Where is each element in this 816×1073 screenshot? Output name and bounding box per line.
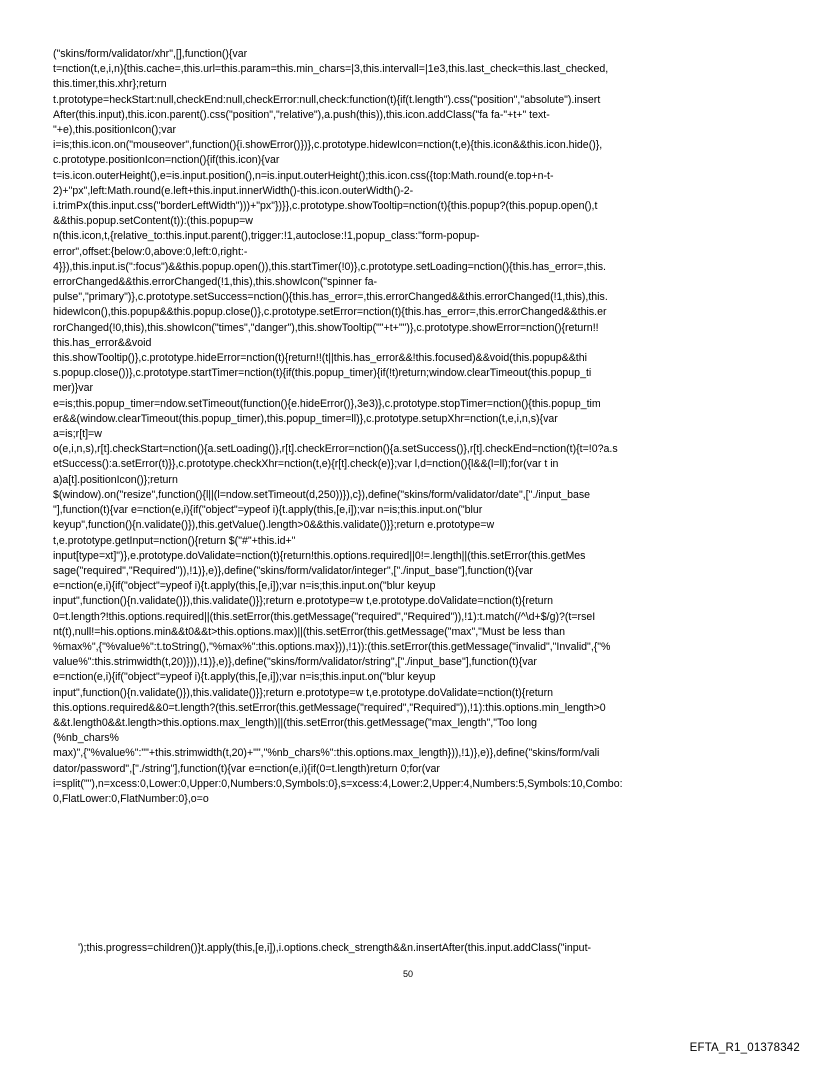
code-line: 0=t.length?!this.options.required||(this.setError(this.getMessage("required","Required")),!1):t.match(/^\d+$/g)?(t=rseI	[53, 610, 596, 623]
code-line: input[type=xt]")},e.prototype.doValidate=nction(t){return!this.options.required||0!=.length||(this.setError(this.getMes	[53, 549, 586, 562]
code-line: er&&(window.clearTimeout(this.popup_timer),this.popup_timer=ll)},c.prototype.setupXhr=nction(t,e,i,n,s){var	[53, 412, 558, 425]
code-line: s.popup.close())},c.prototype.startTimer=nction(t){if(this.popup_timer){if(!t)return;window.clearTimeout(this.popup_ti	[53, 367, 592, 380]
code-line: pulse","primary")},c.prototype.setSuccess=nction(){this.has_error=,this.errorChanged&&this.errorChanged(!1,this),this.	[53, 291, 608, 304]
code-line: mer)}var	[53, 382, 94, 395]
code-line: t,e.prototype.getInput=nction(){return $("#"+this.id+"	[53, 534, 296, 547]
code-line: e=nction(e,i){if("object"=ypeof i){t.apply(this,[e,i]);var n=is;this.input.on("blur keyup	[53, 671, 436, 684]
code-line: input",function(){n.validate()}),this.validate()}};return e.prototype=w t,e.prototype.doValidate=nction(t){return	[53, 595, 553, 608]
code-line: &&this.popup.setContent(t)):(this.popup=w	[53, 215, 253, 228]
code-line: o(e,i,n,s),r[t].checkStart=nction(){a.setLoading()},r[t].checkError=nction(){a.setSuccess()},r[t].checkEnd=nction(t){t=!0?a.s	[53, 443, 618, 456]
page-number: 50	[402, 969, 413, 979]
code-line: rorChanged(!0,this),this.showIcon("times","danger"),this.showTooltip(""+t+"")},c.prototype.showError=nction(){return!!	[53, 321, 599, 334]
code-line: "],function(t){var e=nction(e,i){if("object"=ypeof i){t.apply(this,[e,i]);var n=is;this.input.on("blur	[53, 504, 483, 517]
code-line: n(this.icon,t,{relative_to:this.input.parent(),trigger:!1,autoclose:!1,popup_class:"form-popup-	[53, 230, 480, 243]
code-line: 0,FlatLower:0,FlatNumber:0},o=o	[53, 792, 209, 805]
code-line: a)a[t].positionIcon()};return	[53, 473, 178, 486]
code-line: i.trimPx(this.input.css("borderLeftWidth")))+"px"})}},c.prototype.showTooltip=nction(t){this.popup?(this.popup.open(),t	[53, 200, 598, 213]
code-line: (%nb_chars%	[53, 732, 119, 745]
code-line: e=nction(e,i){if("object"=ypeof i){t.apply(this,[e,i]);var n=is;this.input.on("blur keyup	[53, 580, 436, 593]
code-line: t.prototype=heckStart:null,checkEnd:null,checkError:null,check:function(t){if(t.length").css("position","absolute").insert	[53, 93, 601, 106]
code-line: e=is;this.popup_timer=ndow.setTimeout(function(){e.hideError()},3e3)},c.prototype.stopTimer=nction(){this.popup_tim	[53, 397, 601, 410]
code-line: error",offset:{below:0,above:0,left:0,right:-	[53, 245, 248, 258]
code-line: dator/password",["./string"],function(t){var e=nction(e,i){if(0=t.length)return 0;for(var	[53, 762, 440, 775]
code-line: nt(t),null!=his.options.min&&t0&&t>this.options.max)||(this.setError(this.getMessage("max","Must be less than	[53, 625, 565, 638]
code-line: 4}}),this.input.is(":focus")&&this.popup.open()),this.startTimer(!0)},c.prototype.setLoading=nction(){this.has_error=,this.	[53, 260, 606, 273]
code-line: value%":this.strimwidth(t,20)})),!1)},e)},define("skins/form/validator/string",["./input_base"],function(t){var	[53, 656, 537, 669]
code-line: sage("required","Required")),!1)},e)},define("skins/form/validator/integer",["./input_base"],function(t){var	[53, 564, 533, 577]
code-line: max)",{"%value%":""+this.strimwidth(t,20)+"","%nb_chars%":this.options.max_length})),!1)},e)},define("skins/form/vali	[53, 747, 600, 760]
code-line: $(window).on("resize",function(){l||(l=ndow.setTimeout(d,250))}),c}),define("skins/form/validator/date",["./input_base	[53, 488, 591, 501]
code-line: t=is.icon.outerHeight(),e=is.input.position(),n=is.input.outerHeight();this.icon.css({top:Math.round(e.top+n-t-	[53, 169, 554, 182]
code-line: errorChanged&&this.errorChanged(!1,this),this.showIcon("spinner fa-	[53, 276, 378, 289]
code-line: ("skins/form/validator/xhr",[],function(){var	[53, 48, 248, 60]
code-line: c.prototype.positionIcon=nction(){if(this.icon){var	[53, 154, 280, 167]
document-id: EFTA_R1_01378342	[689, 1042, 800, 1054]
code-line: After(this.input),this.icon.parent().css("position","relative"),a.push(this)),this.icon.addClass("fa fa-"+t+" text-	[53, 108, 550, 121]
code-line: "+e),this.positionIcon();var	[53, 124, 176, 137]
code-line: hidewIcon(),this.popup&&this.popup.close()},c.prototype.setError=nction(t){this.has_error=,this.errorChanged&&this.er	[53, 306, 607, 319]
code-tail-line: ');this.progress=children()}t.apply(this,[e,i]),i.options.check_strength&&n.insertAfter(this.input.addClass("input-	[78, 942, 592, 954]
code-line: %max%",{"%value%":t.toString(),"%max%":this.options.max})),!1)):(this.setError(this.getMessage("invalid","Invalid",{"%	[53, 640, 611, 653]
code-line: a=is;r[t]=w	[53, 428, 102, 441]
code-line: this.showTooltip()},c.prototype.hideError=nction(t){return!!(t||this.has_error&&!this.focused)&&void(this.popup&&thi	[53, 352, 587, 365]
code-line: this.timer,this.xhr};return	[53, 78, 167, 91]
code-line: i=split(""),n=xcess:0,Lower:0,Upper:0,Numbers:0,Symbols:0},s=xcess:4,Lower:2,Upper:4,Numbers:5,Symbols:10,Combo:	[53, 777, 623, 790]
code-line: this.has_error&&void	[53, 336, 152, 349]
code-line: 2)+"px",left:Math.round(e.left+this.input.innerWidth()-this.icon.outerWidth()-2-	[53, 184, 414, 197]
code-line: i=is;this.icon.on("mouseover",function(){i.showError()})},c.prototype.hidewIcon=nction(t,e){this.icon&&this.icon.hide()},	[53, 139, 603, 152]
code-line: &&t.length0&&t.length>this.options.max_length)||(this.setError(this.getMessage("max_length","Too long	[53, 716, 538, 729]
code-line: keyup",function(){n.validate()}),this.getValue().length>0&&this.validate()}};return e.prototype=w	[53, 519, 495, 532]
code-line: this.options.required&&0=t.length?(this.setError(this.getMessage("required","Required")),!1):this.options.min_length>0	[53, 701, 606, 714]
code-text-block	[53, 47, 765, 807]
code-line: input",function(){n.validate()}),this.validate()}};return e.prototype=w t,e.prototype.doValidate=nction(t){return	[53, 686, 553, 699]
code-line: t=nction(t,e,i,n){this.cache=,this.url=this.param=this.min_chars=|3,this.intervall=|1e3,this.last_check=this.last_checked,	[53, 63, 609, 76]
code-line: etSuccess():a.setError(t)}},c.prototype.checkXhr=nction(t,e){r[t].check(e)};var l,d=nction(){l&&(l=ll);for(var t in	[53, 458, 559, 471]
